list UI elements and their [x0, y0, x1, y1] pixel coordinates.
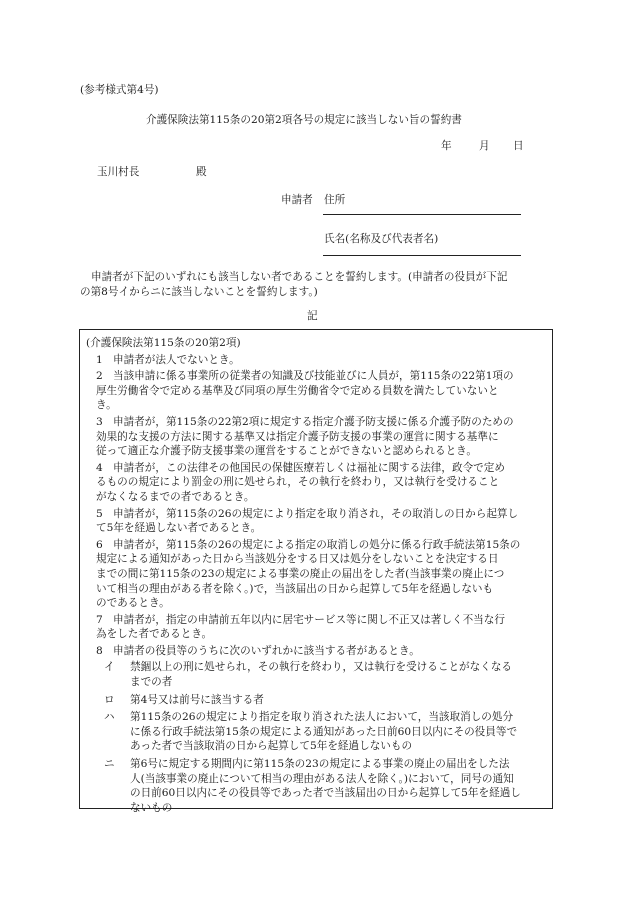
condition-text-line: 申請者が，第115条の26の規定により指定を取り消され，その取消しの日から起算し: [113, 507, 519, 520]
sub-condition-item: [104, 660, 546, 689]
condition-text-line: がなくなるまでの者であるとき。: [96, 490, 255, 503]
condition-text-line: 申請者が，この法律その他国民の保健医療若しくは福祉に関する法律，政令で定め: [113, 461, 505, 474]
sub-condition-text-line: ないもの: [130, 801, 173, 814]
address-label: 住所: [324, 194, 346, 206]
condition-item-1: [86, 353, 546, 368]
sub-condition-item: [104, 693, 546, 708]
condition-number: 1: [96, 353, 103, 366]
condition-item-8: [86, 644, 546, 659]
condition-text-line: いて相当の理由がある者を除く。)で，当該届出の日から起算して5年を経過しないも: [96, 582, 494, 595]
date-month: 月: [479, 140, 490, 152]
condition-number: 2: [96, 370, 103, 383]
conditions-box: [79, 329, 553, 814]
date-year: 年: [441, 140, 452, 152]
condition-text-line: 申請者が，第115条の26の規定による指定の取消しの処分に係る行政手続法第15条の: [113, 538, 521, 551]
address-line: [323, 214, 521, 215]
condition-text-line: るものの規定により罰金の刑に処せられ，その執行を終わり，又は執行を受けること: [96, 476, 500, 489]
sub-condition-item: [104, 757, 546, 815]
condition-item-7: [86, 613, 546, 642]
date-day: 日: [513, 140, 524, 152]
condition-number: 3: [96, 415, 103, 428]
condition-number: 7: [96, 613, 103, 626]
condition-text-line: 為をした者であるとき。: [96, 628, 213, 641]
condition-text-line: 申請者が，指定の申請前五年以内に居宅サービス等に関し不正又は著しく不当な行: [113, 613, 505, 626]
condition-text-line: 申請者が法人でないとき。: [113, 353, 240, 366]
sub-condition-text-line: の日前60日以内にその役員等であった者で当該届出の日から起算して5年を経過し: [130, 787, 521, 800]
sub-condition-text-line: 第115条の26の規定により指定を取り消された法人において，当該取消しの処分: [130, 711, 514, 724]
addressee-name: 玉川村長: [97, 166, 140, 178]
sub-condition-text-line: 人(当該事業の廃止について相当の理由がある法人を除く。)において，同号の通知: [130, 772, 514, 785]
box-header: (介護保険法第115条の20第2項): [86, 337, 241, 349]
addressee-honorific: 殿: [196, 166, 207, 178]
sub-condition-mark: ニ: [104, 758, 115, 771]
condition-number: 6: [96, 538, 103, 551]
sub-condition-mark: イ: [104, 661, 115, 674]
condition-number: 5: [96, 507, 103, 520]
condition-item-6: [86, 538, 546, 611]
document-title: 介護保険法第115条の20第2項各号の規定に該当しない旨の誓約書: [146, 114, 462, 126]
sub-condition-text-line: 禁錮以上の刑に処せられ，その執行を終わり，又は執行を受けることがなくなる: [130, 661, 513, 674]
sub-condition-text-line: 第6号に規定する期間内に第115条の23の規定による事業の廃止の届出をした法: [130, 758, 510, 771]
condition-item-2: [86, 369, 546, 413]
condition-text-line: までの間に第115条の23の規定による事業の廃止の届出をした者(当該事業の廃止につ: [96, 567, 505, 580]
condition-text-line: 当該申請に係る事業所の従業者の知識及び技能並びに人員が，第115条の22第1項の: [113, 370, 514, 383]
sub-condition-text-line: 第4号又は前号に該当する者: [130, 693, 264, 706]
condition-text-line: 申請者が，第115条の22第2項に規定する指定介護予防支援に係る介護予防のための: [113, 415, 514, 428]
ki-heading: 記: [307, 310, 318, 322]
condition-text-line: 従って適正な介護予防支援事業の運営をすることができないと認められるとき。: [96, 445, 477, 458]
name-label: 氏名(名称及び代表者名): [324, 233, 439, 245]
condition-number: 8: [96, 644, 103, 657]
sub-condition-text-line: までの者: [130, 676, 173, 689]
condition-text-line: 効果的な支援の方法に関する基準又は指定介護予防支援の事業の運営に関する基準に: [96, 430, 499, 443]
sub-condition-item: [104, 710, 546, 754]
reference-label: (参考様式第4号): [80, 84, 159, 96]
sub-condition-text-line: あった者で当該取消の日から起算して5年を経過しないもの: [130, 740, 413, 753]
condition-text-line: のであるとき。: [96, 597, 170, 610]
applicant-label: 申請者: [281, 194, 313, 206]
name-line: [323, 255, 521, 256]
pledge-line-1: 申請者が下記のいずれにも該当しない者であることを誓約します。(申請者の役員が下記: [91, 271, 508, 283]
condition-item-3: [86, 415, 546, 459]
condition-text-line: 申請者の役員等のうちに次のいずれかに該当する者があるとき。: [113, 644, 420, 657]
condition-item-4: [86, 461, 546, 505]
condition-text-line: き。: [96, 399, 117, 412]
sub-condition-text-line: に係る行政手続法第15条の規定による通知があった日前60日以内にその役員等で: [130, 725, 518, 738]
condition-text-line: 規定による通知があった日から当該処分をする日又は処分をしないことを決定する日: [96, 553, 499, 566]
condition-text-line: て5年を経過しない者であるとき。: [96, 522, 262, 535]
sub-condition-mark: ロ: [104, 693, 115, 706]
condition-number: 4: [96, 461, 103, 474]
condition-item-5: [86, 507, 546, 536]
condition-text-line: 厚生労働省令で定める基準及び同項の厚生労働省令で定める員数を満たしていないと: [96, 384, 499, 397]
pledge-line-2: の第8号イからニに該当しないことを誓約します。): [80, 286, 318, 298]
sub-condition-mark: ハ: [104, 711, 115, 724]
